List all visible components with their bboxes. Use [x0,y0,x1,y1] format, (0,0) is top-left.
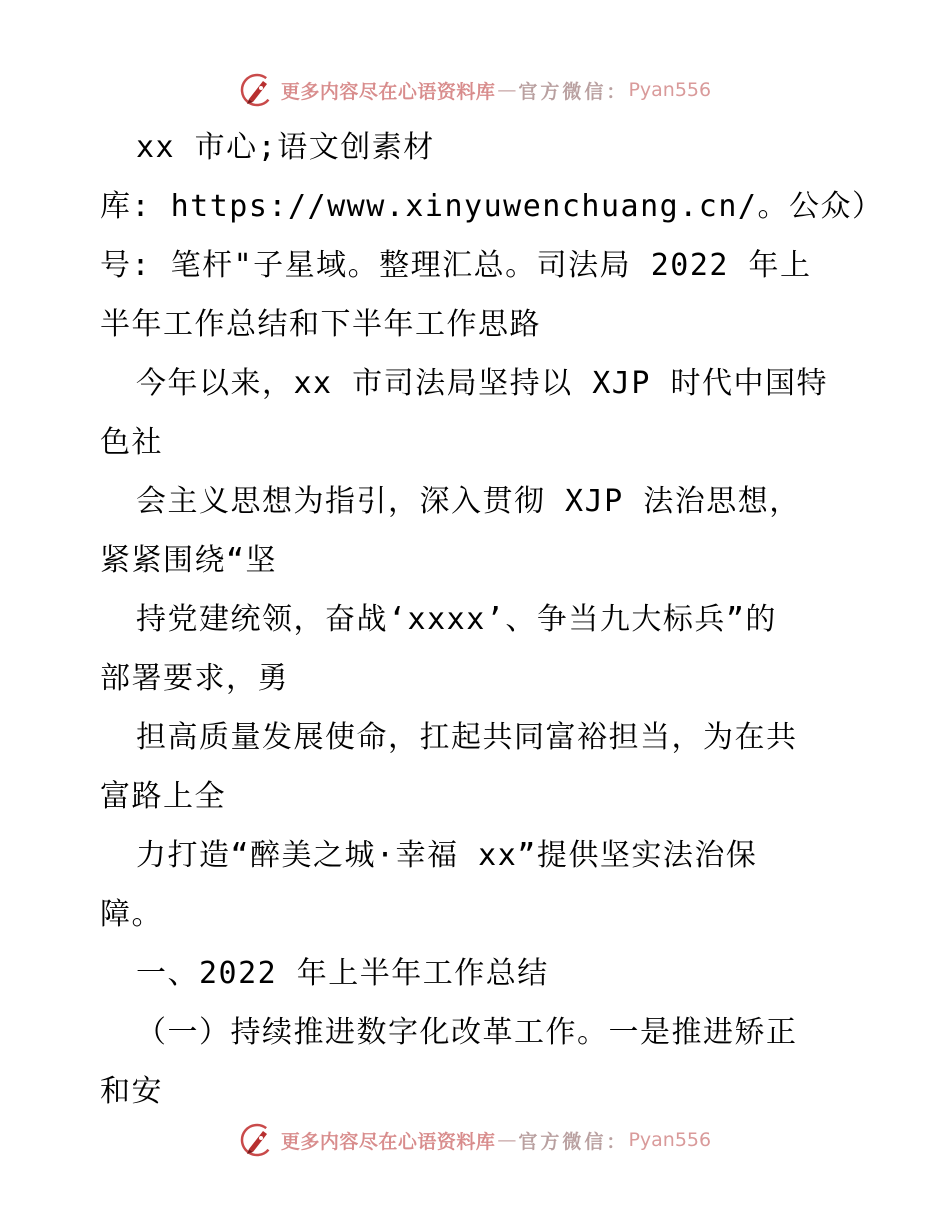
text-line: 半年工作总结和下半年工作思路 [100,307,541,342]
banner-separator: — [497,1129,517,1151]
text-line: 紧紧围绕“坚 [100,543,278,578]
text-line: 号: 笔杆"子星域。整理汇总。司法局 2022 年上 [100,248,812,283]
text-line: 色社 [100,425,163,460]
text-line: xx 市心;语文创素材 [136,130,435,165]
banner-contact-id: Pyan556 [628,1129,712,1151]
banner-contact-label: 官方微信： [518,1130,629,1153]
text-line: 库: https://www.xinyuwenchuang.cn/。公众） [100,189,884,224]
footer-watermark-banner [0,1120,950,1160]
banner-main-text: 更多内容尽在心语资料库 [280,1130,496,1153]
text-line: 部署要求，勇 [100,661,289,696]
pen-logo-icon [239,1122,275,1158]
text-line: 一、2022 年上半年工作总结 [136,956,549,991]
text-line: 力打造“醉美之城·幸福 xx”提供坚实法治保 [136,838,758,873]
text-line: （一）持续推进数字化改革工作。一是推进矫正 [136,1015,798,1050]
text-line: 持党建统领，奋战‘xxxx’、争当九大标兵”的 [136,602,777,637]
banner-main-text: 更多内容尽在心语资料库 [280,80,496,103]
document-body-text [100,118,884,1121]
text-line: 会主义思想为指引，深入贯彻 XJP 法治思想， [136,484,801,519]
pen-logo-icon [239,72,275,108]
text-line: 担高质量发展使命，扛起共同富裕担当，为在共 [136,720,798,755]
text-line: 今年以来，xx 市司法局坚持以 XJP 时代中国特 [136,366,828,401]
banner-separator: — [497,79,517,101]
header-watermark-banner [0,70,950,110]
text-line: 障。 [100,897,163,932]
banner-contact-id: Pyan556 [628,79,712,101]
text-line: 和安 [100,1074,163,1109]
text-line: 富路上全 [100,779,226,814]
banner-contact-label: 官方微信： [518,80,629,103]
